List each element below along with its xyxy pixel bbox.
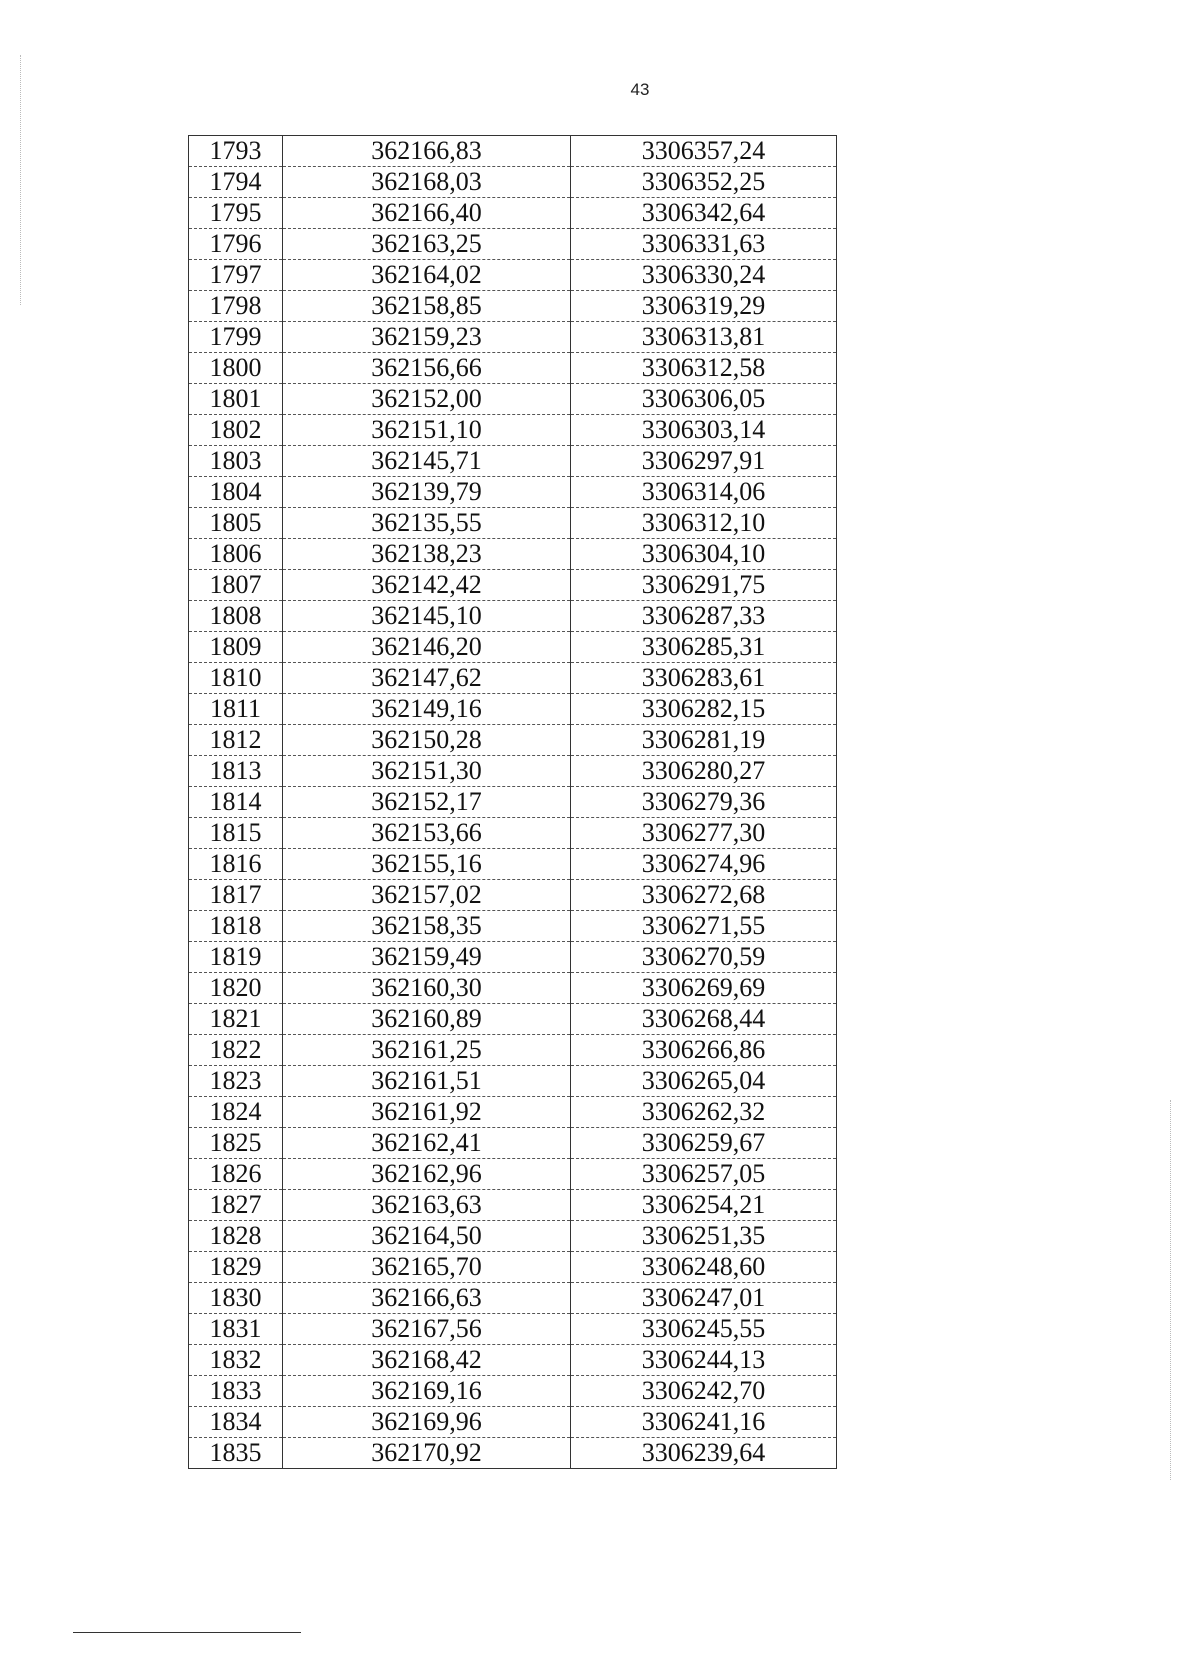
x-coordinate-cell: 362169,16 — [283, 1376, 571, 1407]
x-coordinate-cell: 362164,50 — [283, 1221, 571, 1252]
y-coordinate-cell: 3306281,19 — [571, 725, 837, 756]
point-number-cell: 1804 — [189, 477, 283, 508]
table-row — [189, 1314, 837, 1345]
x-coordinate-cell: 362138,23 — [283, 539, 571, 570]
point-number-cell: 1800 — [189, 353, 283, 384]
table-row — [189, 663, 837, 694]
y-coordinate-cell: 3306283,61 — [571, 663, 837, 694]
footnote-separator — [73, 1632, 301, 1633]
y-coordinate-cell: 3306313,81 — [571, 322, 837, 353]
y-coordinate-cell: 3306265,04 — [571, 1066, 837, 1097]
point-number-cell: 1834 — [189, 1407, 283, 1438]
x-coordinate-cell: 362149,16 — [283, 694, 571, 725]
table-row — [189, 260, 837, 291]
y-coordinate-cell: 3306269,69 — [571, 973, 837, 1004]
point-number-cell: 1813 — [189, 756, 283, 787]
y-coordinate-cell: 3306254,21 — [571, 1190, 837, 1221]
scan-edge-mark — [1170, 1100, 1171, 1480]
table-row — [189, 1128, 837, 1159]
x-coordinate-cell: 362160,89 — [283, 1004, 571, 1035]
point-number-cell: 1826 — [189, 1159, 283, 1190]
y-coordinate-cell: 3306251,35 — [571, 1221, 837, 1252]
x-coordinate-cell: 362146,20 — [283, 632, 571, 663]
y-coordinate-cell: 3306287,33 — [571, 601, 837, 632]
scan-edge-mark — [20, 55, 21, 305]
table-row — [189, 1066, 837, 1097]
table-row — [189, 508, 837, 539]
coordinates-table — [188, 135, 837, 1469]
point-number-cell: 1794 — [189, 167, 283, 198]
table-row — [189, 818, 837, 849]
y-coordinate-cell: 3306330,24 — [571, 260, 837, 291]
table-row — [189, 477, 837, 508]
y-coordinate-cell: 3306291,75 — [571, 570, 837, 601]
y-coordinate-cell: 3306357,24 — [571, 136, 837, 167]
table-row — [189, 756, 837, 787]
point-number-cell: 1803 — [189, 446, 283, 477]
table-row — [189, 1376, 837, 1407]
point-number-cell: 1814 — [189, 787, 283, 818]
x-coordinate-cell: 362162,41 — [283, 1128, 571, 1159]
point-number-cell: 1799 — [189, 322, 283, 353]
table-row — [189, 446, 837, 477]
x-coordinate-cell: 362161,92 — [283, 1097, 571, 1128]
x-coordinate-cell: 362167,56 — [283, 1314, 571, 1345]
y-coordinate-cell: 3306314,06 — [571, 477, 837, 508]
x-coordinate-cell: 362168,42 — [283, 1345, 571, 1376]
x-coordinate-cell: 362152,17 — [283, 787, 571, 818]
y-coordinate-cell: 3306247,01 — [571, 1283, 837, 1314]
point-number-cell: 1817 — [189, 880, 283, 911]
y-coordinate-cell: 3306297,91 — [571, 446, 837, 477]
table-row — [189, 136, 837, 167]
y-coordinate-cell: 3306319,29 — [571, 291, 837, 322]
y-coordinate-cell: 3306270,59 — [571, 942, 837, 973]
table-row — [189, 415, 837, 446]
table-row — [189, 601, 837, 632]
x-coordinate-cell: 362159,23 — [283, 322, 571, 353]
page-number: 43 — [630, 80, 650, 99]
x-coordinate-cell: 362169,96 — [283, 1407, 571, 1438]
x-coordinate-cell: 362142,42 — [283, 570, 571, 601]
x-coordinate-cell: 362151,10 — [283, 415, 571, 446]
point-number-cell: 1823 — [189, 1066, 283, 1097]
table-row — [189, 880, 837, 911]
y-coordinate-cell: 3306262,32 — [571, 1097, 837, 1128]
table-row — [189, 725, 837, 756]
x-coordinate-cell: 362163,25 — [283, 229, 571, 260]
table-row — [189, 911, 837, 942]
y-coordinate-cell: 3306285,31 — [571, 632, 837, 663]
point-number-cell: 1798 — [189, 291, 283, 322]
point-number-cell: 1801 — [189, 384, 283, 415]
point-number-cell: 1810 — [189, 663, 283, 694]
point-number-cell: 1808 — [189, 601, 283, 632]
x-coordinate-cell: 362170,92 — [283, 1438, 571, 1469]
table-row — [189, 1221, 837, 1252]
point-number-cell: 1806 — [189, 539, 283, 570]
y-coordinate-cell: 3306257,05 — [571, 1159, 837, 1190]
x-coordinate-cell: 362168,03 — [283, 167, 571, 198]
x-coordinate-cell: 362161,51 — [283, 1066, 571, 1097]
point-number-cell: 1812 — [189, 725, 283, 756]
point-number-cell: 1828 — [189, 1221, 283, 1252]
point-number-cell: 1820 — [189, 973, 283, 1004]
table-row — [189, 694, 837, 725]
x-coordinate-cell: 362157,02 — [283, 880, 571, 911]
point-number-cell: 1811 — [189, 694, 283, 725]
point-number-cell: 1827 — [189, 1190, 283, 1221]
table-row — [189, 291, 837, 322]
y-coordinate-cell: 3306312,58 — [571, 353, 837, 384]
x-coordinate-cell: 362139,79 — [283, 477, 571, 508]
x-coordinate-cell: 362135,55 — [283, 508, 571, 539]
y-coordinate-cell: 3306242,70 — [571, 1376, 837, 1407]
point-number-cell: 1815 — [189, 818, 283, 849]
table-row — [189, 353, 837, 384]
y-coordinate-cell: 3306268,44 — [571, 1004, 837, 1035]
y-coordinate-cell: 3306342,64 — [571, 198, 837, 229]
y-coordinate-cell: 3306266,86 — [571, 1035, 837, 1066]
table-row — [189, 942, 837, 973]
y-coordinate-cell: 3306303,14 — [571, 415, 837, 446]
point-number-cell: 1835 — [189, 1438, 283, 1469]
point-number-cell: 1793 — [189, 136, 283, 167]
x-coordinate-cell: 362152,00 — [283, 384, 571, 415]
table-row — [189, 632, 837, 663]
table-row — [189, 1283, 837, 1314]
table-row — [189, 1190, 837, 1221]
point-number-cell: 1802 — [189, 415, 283, 446]
y-coordinate-cell: 3306239,64 — [571, 1438, 837, 1469]
y-coordinate-cell: 3306245,55 — [571, 1314, 837, 1345]
point-number-cell: 1831 — [189, 1314, 283, 1345]
y-coordinate-cell: 3306277,30 — [571, 818, 837, 849]
y-coordinate-cell: 3306272,68 — [571, 880, 837, 911]
x-coordinate-cell: 362165,70 — [283, 1252, 571, 1283]
point-number-cell: 1807 — [189, 570, 283, 601]
x-coordinate-cell: 362151,30 — [283, 756, 571, 787]
point-number-cell: 1819 — [189, 942, 283, 973]
x-coordinate-cell: 362158,85 — [283, 291, 571, 322]
point-number-cell: 1818 — [189, 911, 283, 942]
x-coordinate-cell: 362166,83 — [283, 136, 571, 167]
point-number-cell: 1809 — [189, 632, 283, 663]
x-coordinate-cell: 362145,71 — [283, 446, 571, 477]
point-number-cell: 1821 — [189, 1004, 283, 1035]
table-row — [189, 1345, 837, 1376]
x-coordinate-cell: 362164,02 — [283, 260, 571, 291]
table-row — [189, 167, 837, 198]
table-row — [189, 787, 837, 818]
x-coordinate-cell: 362155,16 — [283, 849, 571, 880]
y-coordinate-cell: 3306259,67 — [571, 1128, 837, 1159]
x-coordinate-cell: 362145,10 — [283, 601, 571, 632]
table-row — [189, 539, 837, 570]
point-number-cell: 1796 — [189, 229, 283, 260]
x-coordinate-cell: 362162,96 — [283, 1159, 571, 1190]
y-coordinate-cell: 3306271,55 — [571, 911, 837, 942]
y-coordinate-cell: 3306279,36 — [571, 787, 837, 818]
table-row — [189, 1097, 837, 1128]
x-coordinate-cell: 362156,66 — [283, 353, 571, 384]
point-number-cell: 1830 — [189, 1283, 283, 1314]
table-row — [189, 1252, 837, 1283]
point-number-cell: 1816 — [189, 849, 283, 880]
table-row — [189, 849, 837, 880]
y-coordinate-cell: 3306248,60 — [571, 1252, 837, 1283]
x-coordinate-cell: 362160,30 — [283, 973, 571, 1004]
point-number-cell: 1822 — [189, 1035, 283, 1066]
x-coordinate-cell: 362150,28 — [283, 725, 571, 756]
point-number-cell: 1833 — [189, 1376, 283, 1407]
y-coordinate-cell: 3306241,16 — [571, 1407, 837, 1438]
y-coordinate-cell: 3306244,13 — [571, 1345, 837, 1376]
table-row — [189, 1159, 837, 1190]
x-coordinate-cell: 362158,35 — [283, 911, 571, 942]
coordinates-table-body — [189, 136, 837, 1469]
x-coordinate-cell: 362153,66 — [283, 818, 571, 849]
point-number-cell: 1829 — [189, 1252, 283, 1283]
table-row — [189, 1004, 837, 1035]
table-row — [189, 322, 837, 353]
point-number-cell: 1805 — [189, 508, 283, 539]
y-coordinate-cell: 3306352,25 — [571, 167, 837, 198]
y-coordinate-cell: 3306306,05 — [571, 384, 837, 415]
table-row — [189, 570, 837, 601]
point-number-cell: 1795 — [189, 198, 283, 229]
x-coordinate-cell: 362161,25 — [283, 1035, 571, 1066]
y-coordinate-cell: 3306282,15 — [571, 694, 837, 725]
table-row — [189, 1407, 837, 1438]
y-coordinate-cell: 3306280,27 — [571, 756, 837, 787]
table-row — [189, 198, 837, 229]
x-coordinate-cell: 362166,63 — [283, 1283, 571, 1314]
x-coordinate-cell: 362166,40 — [283, 198, 571, 229]
x-coordinate-cell: 362163,63 — [283, 1190, 571, 1221]
x-coordinate-cell: 362147,62 — [283, 663, 571, 694]
point-number-cell: 1824 — [189, 1097, 283, 1128]
y-coordinate-cell: 3306274,96 — [571, 849, 837, 880]
point-number-cell: 1825 — [189, 1128, 283, 1159]
table-row — [189, 229, 837, 260]
table-row — [189, 384, 837, 415]
y-coordinate-cell: 3306304,10 — [571, 539, 837, 570]
table-row — [189, 973, 837, 1004]
table-row — [189, 1035, 837, 1066]
point-number-cell: 1832 — [189, 1345, 283, 1376]
y-coordinate-cell: 3306331,63 — [571, 229, 837, 260]
y-coordinate-cell: 3306312,10 — [571, 508, 837, 539]
table-row — [189, 1438, 837, 1469]
x-coordinate-cell: 362159,49 — [283, 942, 571, 973]
point-number-cell: 1797 — [189, 260, 283, 291]
